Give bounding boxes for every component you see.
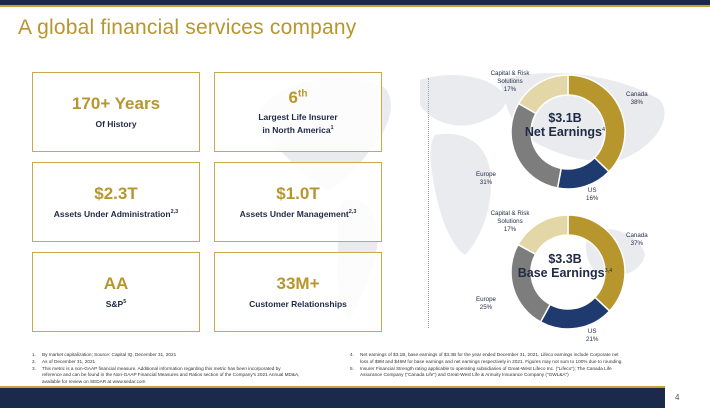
footnote-row: 5. Insurer Financial Strength rating applicable to operating subsidiaries of Great-West Lifeco Inc. ("Lifeco"); The Canada Life bbox=[350, 365, 612, 371]
footnotes-left bbox=[32, 352, 332, 386]
stat-label: Largest Life Insurer in North America$^1$ bbox=[258, 112, 338, 135]
footnote-row: 4. Net earnings of $3.1B, base earnings of $3.3B for the year ended December 31, 2021. Lifeco earnings include Corporate net bbox=[350, 352, 619, 357]
base-earnings-label-capital-risk: Capital & Risk Solutions 17% bbox=[490, 210, 530, 233]
stat-card-aua bbox=[32, 162, 200, 242]
stat-value: $2.3T bbox=[94, 184, 138, 204]
footnote-row: 2. As of December 31, 2021 bbox=[32, 358, 96, 364]
net-earnings-title: Net Earnings$^4$ bbox=[524, 125, 606, 139]
stat-card-rank bbox=[214, 72, 382, 152]
donut-slice-us bbox=[541, 297, 610, 329]
base-earnings-center-label bbox=[510, 252, 620, 280]
stat-card-customers bbox=[214, 252, 382, 332]
net-earnings-label-europe: Europe 31% bbox=[476, 171, 496, 186]
stat-value: AA bbox=[103, 274, 129, 294]
top-gold-bar bbox=[0, 5, 710, 7]
vertical-divider bbox=[428, 78, 429, 328]
stat-value: 170+ Years bbox=[71, 94, 161, 114]
stat-label: Of History bbox=[95, 118, 137, 129]
footnote-row: loss of $8M and $46M for base earnings and net earnings respectively in 2021. Figures may not sum to 100% due to rounding. bbox=[360, 358, 623, 364]
stat-label: Customer Relationships bbox=[249, 298, 347, 309]
page-number: 4 bbox=[675, 393, 680, 402]
stat-card-rating bbox=[32, 252, 200, 332]
stat-value: $1.0T bbox=[276, 184, 320, 204]
stat-value: 33M+ bbox=[276, 274, 320, 294]
page-title: A global financial services company bbox=[18, 16, 357, 39]
net-earnings-center-label bbox=[515, 111, 615, 139]
net-earnings-label-canada: Canada 38% bbox=[626, 91, 648, 106]
base-earnings-total: $3.3B bbox=[548, 252, 582, 266]
footnote-row: available for review on SEDAR at www.sedar.com bbox=[42, 379, 146, 385]
base-earnings-label-europe: Europe 25% bbox=[476, 296, 496, 311]
footnotes-right bbox=[350, 352, 665, 379]
net-earnings-label-capital-risk: Capital & Risk Solutions 17% bbox=[490, 70, 530, 93]
base-earnings-title: Base Earnings$^{3,4}$ bbox=[517, 266, 613, 280]
stat-label: Assets Under Administration$^{2,3}$ bbox=[53, 208, 179, 219]
footnote-row: Assurance Company ("Canada Life") and Great-West Life & Annuity Insurance Company ("GWL&A") bbox=[360, 372, 569, 378]
stat-card-history bbox=[32, 72, 200, 152]
stat-value: 6th bbox=[288, 87, 308, 107]
footer-navy-bar bbox=[0, 388, 665, 408]
net-earnings-total: $3.1B bbox=[548, 111, 582, 125]
footnote-row: 3. This metric is a non-GAAP financial measure. Additional information regarding this metric has been incorporated by bbox=[32, 365, 281, 371]
stat-label: $S\&P^5$ bbox=[105, 298, 127, 309]
base-earnings-label-us: US 21% bbox=[586, 328, 599, 343]
net-earnings-label-us: US 16% bbox=[586, 187, 599, 202]
stat-card-aum bbox=[214, 162, 382, 242]
footnote-row: reference and can be found in the Non-GAAP Financial Measures and Ratios section of the Company's 2021 Annual MD&A, bbox=[42, 372, 300, 378]
footnote-row: 1. By market capitalization; Source: Capital IQ, December 31, 2021 bbox=[32, 352, 177, 357]
base-earnings-label-canada: Canada 37% bbox=[626, 232, 648, 247]
stat-label: Assets Under Management$^{2,3}$ bbox=[239, 208, 357, 219]
